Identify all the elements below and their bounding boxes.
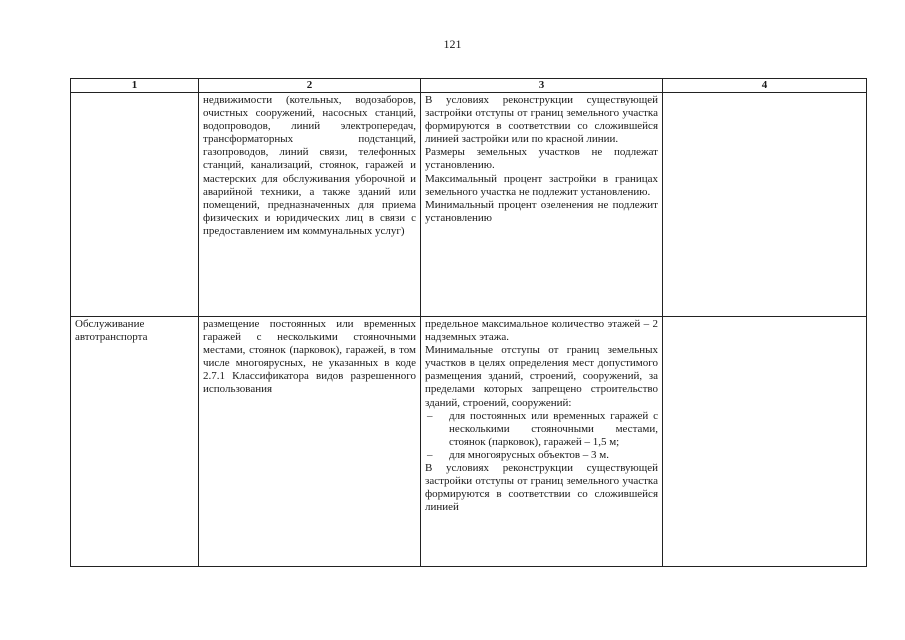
parameter-paragraph: Минимальные отступы от границ земельных участков в целях определения мест допустимого размещения зданий, строений, сооружений, за пределами которых запрещено строительство зданий, строений, сооружений: bbox=[425, 344, 658, 409]
notes-cell bbox=[663, 93, 867, 317]
use-description-cell bbox=[199, 317, 421, 567]
header-cell-2: 2 bbox=[199, 79, 421, 93]
parameter-paragraph: Максимальный процент застройки в границах земельного участка не подлежит установлению. bbox=[425, 172, 658, 198]
parameter-paragraph: предельное максимальное количество этажей – 2 надземных этажа. bbox=[425, 318, 658, 344]
parameters-cell bbox=[421, 317, 663, 567]
use-description-cell bbox=[199, 93, 421, 317]
list-item bbox=[425, 410, 658, 449]
header-cell-1: 1 bbox=[71, 79, 199, 93]
regulations-table bbox=[70, 78, 867, 567]
use-description: размещение постоянных или временных гаражей с несколькими стояночными местами, стоянок (парковок), гаражей, в том числе многоярусных, не указанных в коде 2.7.1 Классификатора видов разрешенного использования bbox=[203, 318, 416, 396]
list-item-text: для постоянных или временных гаражей с несколькими стояночными местами, стоянок (парковок), гаражей – 1,5 м; bbox=[449, 409, 658, 448]
use-name: Обслуживание автотранспорта bbox=[75, 318, 148, 344]
dash-marker: – bbox=[427, 448, 433, 461]
header-cell-3: 3 bbox=[421, 79, 663, 93]
parameter-paragraph: В условиях реконструкции существующей застройки отступы от границ земельного участка формируются в соответствии со сложившейся линией застройки или по красной линии. bbox=[425, 94, 658, 146]
parameters-cell bbox=[421, 93, 663, 317]
use-description: недвижимости (котельных, водозаборов, очистных сооружений, насосных станций, водопроводов, линий электропередач, трансформаторных подстанций, газопроводов, линий связи, телефонных станций, канализаций, стоянок, гаражей и мастерских для обслуживания уборочной и аварийной техники, а также зданий или помещений, предназначенных для приема физических и юридических лиц в связи с предоставлением им коммунальных услуг) bbox=[203, 94, 416, 237]
use-name-cell bbox=[71, 93, 199, 317]
parameter-paragraph: В условиях реконструкции существующей застройки отступы от границ земельного участка формируются в соответствии со сложившейся линией bbox=[425, 462, 658, 514]
page-number: 121 bbox=[443, 37, 462, 51]
table-header-row bbox=[71, 79, 867, 93]
parameter-paragraph: Размеры земельных участков не подлежат установлению. bbox=[425, 146, 658, 172]
parameter-paragraph: Минимальный процент озеленения не подлежит установлению bbox=[425, 198, 658, 224]
use-name-cell bbox=[71, 317, 199, 567]
table-row bbox=[71, 93, 867, 317]
setback-list bbox=[425, 410, 658, 462]
dash-marker: – bbox=[427, 409, 433, 422]
table-row bbox=[71, 317, 867, 567]
notes-cell bbox=[663, 317, 867, 567]
header-cell-4: 4 bbox=[663, 79, 867, 93]
list-item bbox=[425, 449, 658, 462]
list-item-text: для многоярусных объектов – 3 м. bbox=[449, 448, 610, 461]
